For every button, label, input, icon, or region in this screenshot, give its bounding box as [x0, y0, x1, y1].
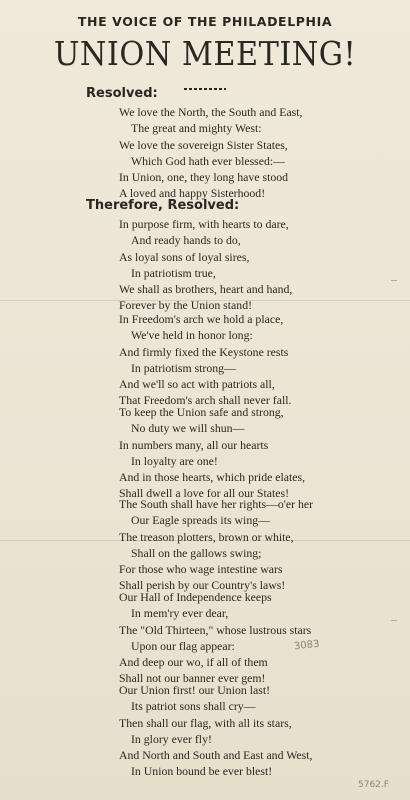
ornamental-rule — [184, 88, 226, 90]
verse-line: And in those hearts, which pride elates, — [119, 470, 306, 485]
verse-line: In Union bound be ever blest! — [131, 764, 273, 779]
verse-line: And firmly fixed the Keystone rests — [119, 344, 289, 359]
verse-line: The great and mighty West: — [131, 121, 262, 136]
catalog-number: 5762.F — [358, 780, 389, 790]
verse-line: That Freedom's arch shall never fall. — [119, 393, 292, 408]
edge-mark — [391, 620, 397, 621]
verse-line: To keep the Union safe and strong, — [119, 405, 284, 419]
stanza-4 — [0, 404, 410, 502]
stanza-3 — [0, 311, 410, 409]
verse-line: And we'll so act with patriots all, — [119, 377, 275, 392]
verse-line: The South shall have her rights—o'er her — [119, 497, 314, 511]
verse-line: Forever by the Union stand! — [119, 298, 253, 313]
verse-line: In Freedom's arch we hold a place, — [119, 312, 284, 326]
stanza-2 — [0, 216, 410, 314]
stanza-5 — [0, 496, 410, 594]
verse-line: In patriotism strong— — [131, 360, 236, 375]
verse-line: Which God hath ever blessed:— — [131, 153, 285, 168]
verse-line: Shall not our banner ever gem! — [119, 671, 266, 686]
verse-line: In purpose firm, with hearts to dare, — [119, 217, 289, 231]
verse-line: Our Eagle spreads its wing— — [131, 513, 270, 528]
verse-line: In mem'ry ever dear, — [131, 606, 229, 621]
verse-line: In loyalty are one! — [131, 453, 218, 468]
stanza-6 — [0, 589, 410, 687]
verse-line: As loyal sons of loyal sires, — [119, 249, 250, 264]
verse-line: In numbers many, all our hearts — [119, 437, 269, 452]
verse-line: The treason plotters, brown or white, — [119, 529, 294, 544]
verse-line: A loved and happy Sisterhood! — [119, 186, 266, 201]
verse-line: In glory ever fly! — [131, 731, 212, 746]
verse-line: Its patriot sons shall cry— — [131, 699, 256, 714]
verse-line: No duty we will shun— — [131, 421, 245, 436]
verse-line: And ready hands to do, — [131, 233, 241, 248]
verse-line: We've held in honor long: — [131, 328, 253, 343]
verse-line: Shall on the gallows swing; — [131, 545, 262, 560]
verse-line: For those who wage intestine wars — [119, 562, 283, 577]
verse-line: Then shall our flag, with all its stars, — [119, 715, 292, 730]
verse-line: Shall dwell a love for all our States! — [119, 486, 290, 501]
verse-line: Our Union first! our Union last! — [119, 683, 271, 697]
header-subtitle: THE VOICE OF THE PHILADELPHIA — [77, 14, 333, 29]
verse-line: We love the sovereign Sister States, — [119, 137, 288, 152]
stanza-7 — [0, 682, 410, 780]
verse-line: Upon our flag appear: — [131, 638, 235, 653]
verse-line: In Union, one, they long have stood — [119, 170, 289, 185]
verse-line: And deep our wo, if all of them — [119, 655, 268, 670]
header-title: UNION MEETING! — [53, 34, 357, 73]
verse-line: Our Hall of Independence keeps — [119, 590, 272, 604]
edge-mark — [391, 280, 397, 281]
verse-line: And North and South and East and West, — [119, 748, 313, 763]
stanza-1 — [0, 104, 410, 202]
heading-resolved: Resolved: — [86, 86, 158, 101]
verse-line: We love the North, the South and East, — [119, 105, 303, 119]
verse-line: The "Old Thirteen," whose lustrous stars — [119, 622, 312, 637]
pencil-annotation: 3083 — [293, 638, 320, 653]
verse-line: We shall as brothers, heart and hand, — [119, 282, 293, 297]
heading-therefore-resolved: Therefore, Resolved: — [86, 198, 240, 213]
verse-line: Shall perish by our Country's laws! — [119, 578, 286, 593]
verse-line: In patriotism true, — [131, 265, 216, 280]
